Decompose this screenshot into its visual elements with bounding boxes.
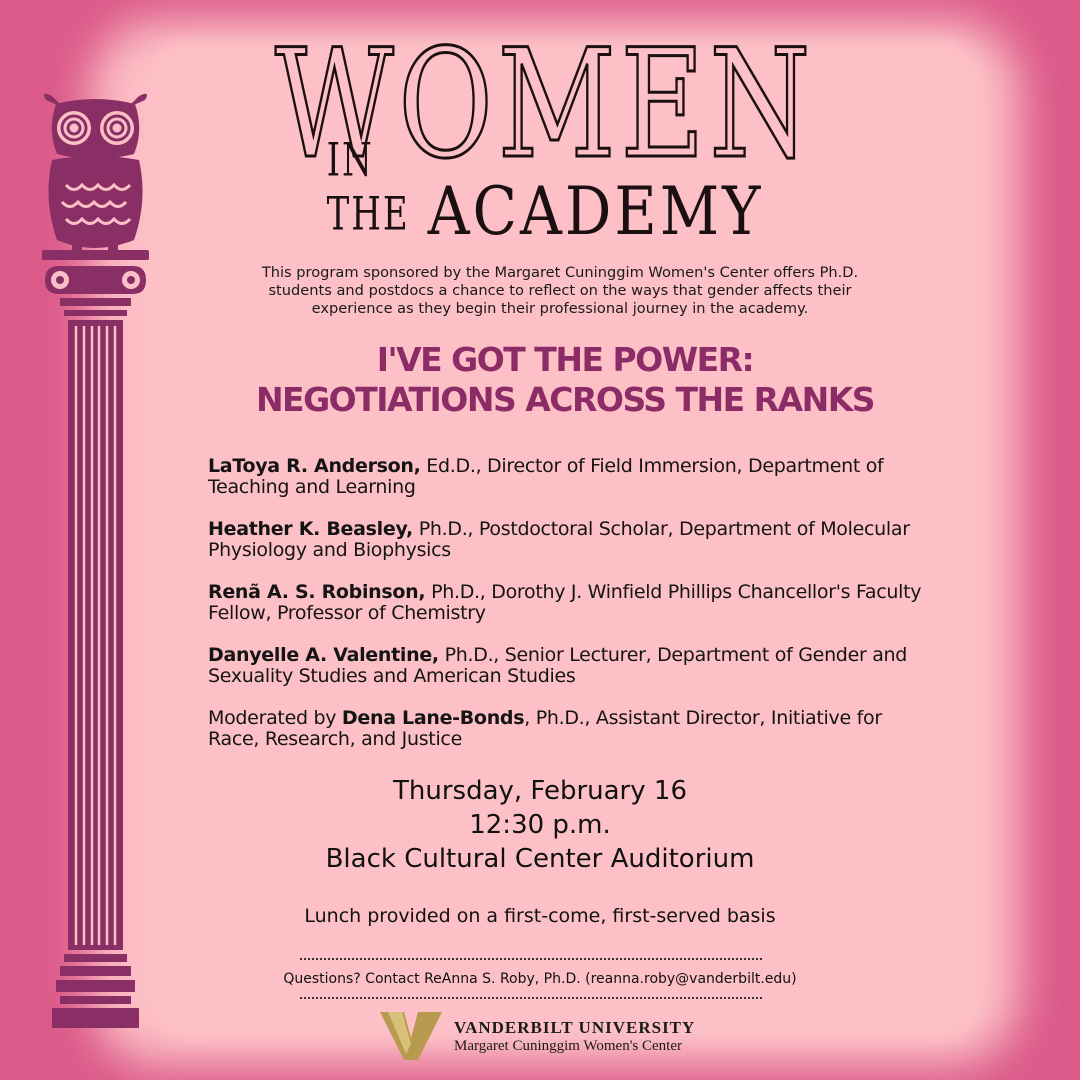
event-details — [260, 774, 820, 876]
speaker-details: Ph.D., Dorothy J. Winfield Phillips Chancellor's Faculty Fellow, Professor of Chemistry — [208, 581, 922, 624]
moderator-details: , Ph.D., Assistant Director, Initiative for Race, Research, and Justice — [208, 707, 882, 750]
intro-paragraph: This program sponsored by the Margaret Cuninggim Women's Center offers Ph.D. students and postdocs a chance to reflect on the ways that gender affects their experience as they begin their professional journey in the academy. — [261, 264, 859, 317]
vanderbilt-v-logo-icon — [378, 1010, 444, 1062]
speaker-list — [208, 456, 928, 771]
headline-line-2: NEGOTIATIONS ACROSS THE RANKS — [255, 380, 875, 419]
speaker-item — [208, 456, 928, 498]
moderator-prefix: Moderated by — [208, 707, 342, 729]
speaker-details: Ed.D., Director of Field Immersion, Department of Teaching and Learning — [208, 455, 884, 498]
moderator-item — [208, 708, 928, 750]
divider-bottom — [300, 997, 762, 999]
headline-line-1: I'VE GOT THE POWER: — [376, 340, 754, 379]
center-name: Margaret Cuninggim Women's Center — [454, 1038, 682, 1054]
title-academy: ACADEMY — [427, 171, 764, 250]
speaker-details: Ph.D., Senior Lecturer, Department of Gender and Sexuality Studies and American Studies — [208, 644, 908, 687]
lunch-note: Lunch provided on a first-come, first-served basis — [304, 905, 776, 927]
event-location: Black Cultural Center Auditorium — [325, 844, 755, 874]
event-date: Thursday, February 16 — [393, 776, 687, 806]
speaker-details: Ph.D., Postdoctoral Scholar, Department of Molecular Physiology and Biophysics — [208, 518, 910, 561]
speaker-name: LaToya R. Anderson, — [208, 455, 421, 477]
session-headline — [190, 340, 940, 420]
speaker-name: Renã A. S. Robinson, — [208, 581, 426, 603]
contact-info: Questions? Contact ReAnna S. Roby, Ph.D. (reanna.roby@vanderbilt.edu) — [283, 971, 797, 987]
speaker-name: Heather K. Beasley, — [208, 518, 413, 540]
divider-top — [300, 958, 762, 960]
svg-text:WOMEN: WOMEN — [275, 28, 815, 176]
title-subtitle — [326, 133, 764, 250]
vanderbilt-logo — [378, 1010, 738, 1062]
title-in-the: IN THE — [326, 133, 410, 242]
ionic-column-icon — [38, 90, 153, 1040]
moderator-name: Dena Lane-Bonds — [341, 707, 525, 729]
speaker-name: Danyelle A. Valentine, — [208, 644, 439, 666]
event-time: 12:30 p.m. — [469, 810, 611, 840]
speaker-item — [208, 519, 928, 561]
speaker-item — [208, 582, 928, 624]
university-name: VANDERBILT UNIVERSITY — [454, 1018, 696, 1037]
owl-icon — [44, 94, 147, 250]
speaker-item — [208, 645, 928, 687]
